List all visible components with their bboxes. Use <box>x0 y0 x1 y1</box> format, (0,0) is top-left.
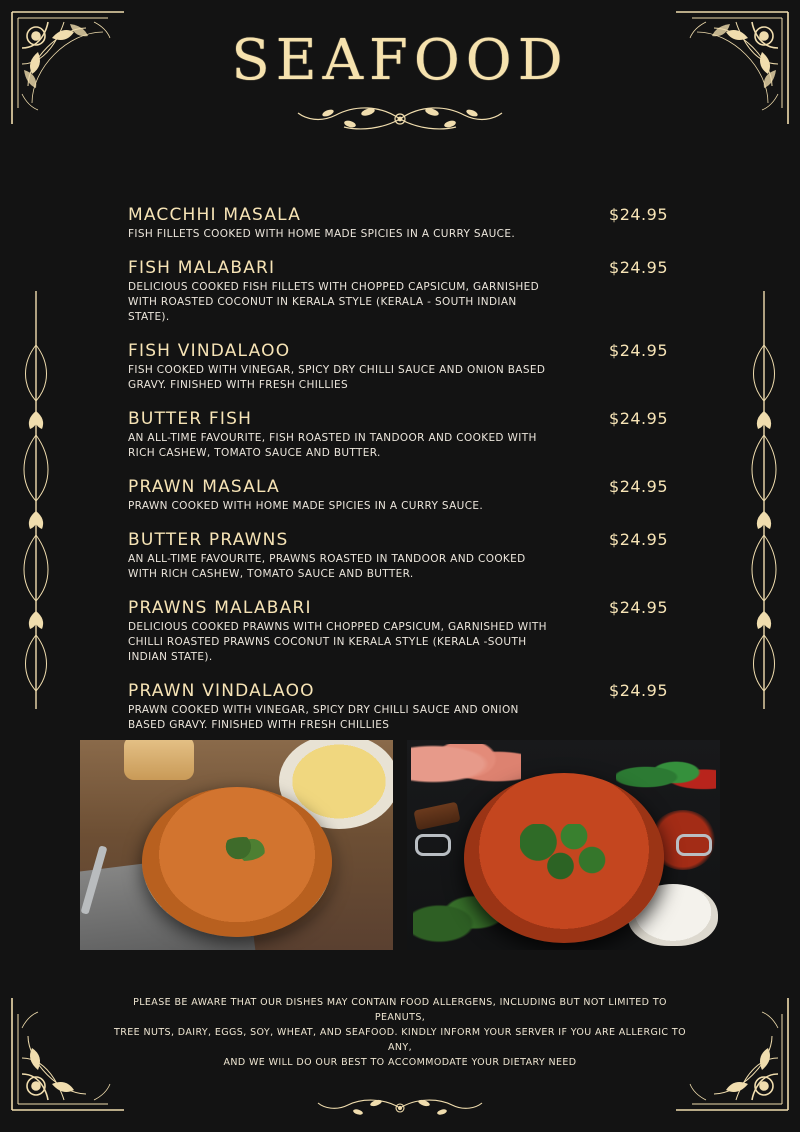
page-title: SEAFOOD <box>231 28 569 93</box>
menu-item <box>128 258 668 325</box>
vertical-filigree-ornament <box>746 285 782 715</box>
bread-shape <box>124 740 194 780</box>
menu-item-price: $24.95 <box>609 409 668 428</box>
allergen-notice-line-1: PLEASE BE AWARE THAT OUR DISHES MAY CONTAIN FOOD ALLERGENS, INCLUDING BUT NOT LIMITED TO PEANUTS, <box>133 997 667 1023</box>
menu-item-header <box>128 409 668 429</box>
menu-item-list <box>128 205 668 749</box>
menu-item-name: BUTTER PRAWNS <box>128 530 289 550</box>
menu-item-price: $24.95 <box>609 205 668 224</box>
menu-item-price: $24.95 <box>609 598 668 617</box>
menu-item-price: $24.95 <box>609 477 668 496</box>
coriander-garnish-shape <box>520 824 610 884</box>
menu-item-description: DELICIOUS COOKED FISH FILLETS WITH CHOPPED CAPSICUM, GARNISHED WITH ROASTED COCONUT IN KERALA STYLE (KERALA - SOUTH INDIAN STATE). <box>128 281 540 323</box>
menu-item-price: $24.95 <box>609 681 668 700</box>
allergen-notice-line-2: TREE NUTS, DAIRY, EGGS, SOY, WHEAT, AND SEAFOOD. KINDLY INFORM YOUR SERVER IF YOU ARE ALLERGIC TO ANY, <box>114 1027 686 1053</box>
menu-item <box>128 530 668 582</box>
menu-item-description: PRAWN COOKED WITH HOME MADE SPICIES IN A CURRY SAUCE. <box>128 500 484 512</box>
curry-bowl-shape <box>142 787 332 937</box>
menu-item-description: FISH COOKED WITH VINEGAR, SPICY DRY CHILLI SAUCE AND ONION BASED GRAVY. FINISHED WITH FRESH CHILLIES <box>128 364 546 391</box>
menu-item-description: PRAWN COOKED WITH VINEGAR, SPICY DRY CHILLI SAUCE AND ONION BASED GRAVY. FINISHED WITH FRESH CHILLIES <box>128 704 519 731</box>
leafy-divider-ornament <box>290 1094 510 1122</box>
curry-pan-shape <box>464 773 664 943</box>
menu-item <box>128 409 668 461</box>
menu-item <box>128 341 668 393</box>
menu-item <box>128 477 668 514</box>
menu-item-header <box>128 341 668 361</box>
pan-handle-right-shape <box>676 834 712 856</box>
menu-item-description: AN ALL-TIME FAVOURITE, PRAWNS ROASTED IN TANDOOR AND COOKED WITH RICH CASHEW, TOMATO SAUCE AND BUTTER. <box>128 553 526 580</box>
cinnamon-stick-shape <box>413 802 460 831</box>
menu-item <box>128 598 668 665</box>
pan-handle-left-shape <box>415 834 451 856</box>
menu-item-price: $24.95 <box>609 258 668 277</box>
menu-item-header <box>128 258 668 278</box>
menu-item <box>128 205 668 242</box>
menu-item-name: PRAWNS MALABARI <box>128 598 312 618</box>
menu-item-header <box>128 530 668 550</box>
menu-item-name: PRAWN MASALA <box>128 477 280 497</box>
menu-item-description: FISH FILLETS COOKED WITH HOME MADE SPICIES IN A CURRY SAUCE. <box>128 228 516 240</box>
menu-item-description: AN ALL-TIME FAVOURITE, FISH ROASTED IN TANDOOR AND COOKED WITH RICH CASHEW, TOMATO SAUCE AND BUTTER. <box>128 432 537 459</box>
photo-gallery <box>80 740 720 950</box>
menu-item-price: $24.95 <box>609 530 668 549</box>
menu-item-name: MACCHHI MASALA <box>128 205 302 225</box>
menu-item-name: FISH MALABARI <box>128 258 276 278</box>
chillies-shape <box>616 754 716 800</box>
leafy-divider-ornament <box>0 99 800 139</box>
menu-item-header <box>128 477 668 497</box>
menu-item-name: BUTTER FISH <box>128 409 253 429</box>
menu-item-name: FISH VINDALAOO <box>128 341 291 361</box>
menu-item-description: DELICIOUS COOKED PRAWNS WITH CHOPPED CAPSICUM, GARNISHED WITH CHILLI ROASTED PRAWNS COCONUT IN KERALA STYLE (KERALA -SOUTH INDIAN STATE). <box>128 621 547 663</box>
coriander-garnish-shape <box>220 837 266 861</box>
prawn-curry-pan-photo <box>407 740 720 950</box>
raw-prawns-shape <box>411 744 521 794</box>
allergen-notice-line-3: AND WE WILL DO OUR BEST TO ACCOMMODATE YOUR DIETARY NEED <box>223 1057 577 1068</box>
allergen-notice <box>0 995 800 1070</box>
menu-item-header <box>128 205 668 225</box>
butter-curry-bowl-photo <box>80 740 393 950</box>
menu-item-name: PRAWN VINDALAOO <box>128 681 315 701</box>
page-title-block <box>0 28 800 139</box>
menu-item-price: $24.95 <box>609 341 668 360</box>
menu-item-header <box>128 681 668 701</box>
menu-item-header <box>128 598 668 618</box>
vertical-filigree-ornament <box>18 285 54 715</box>
menu-item <box>128 681 668 733</box>
